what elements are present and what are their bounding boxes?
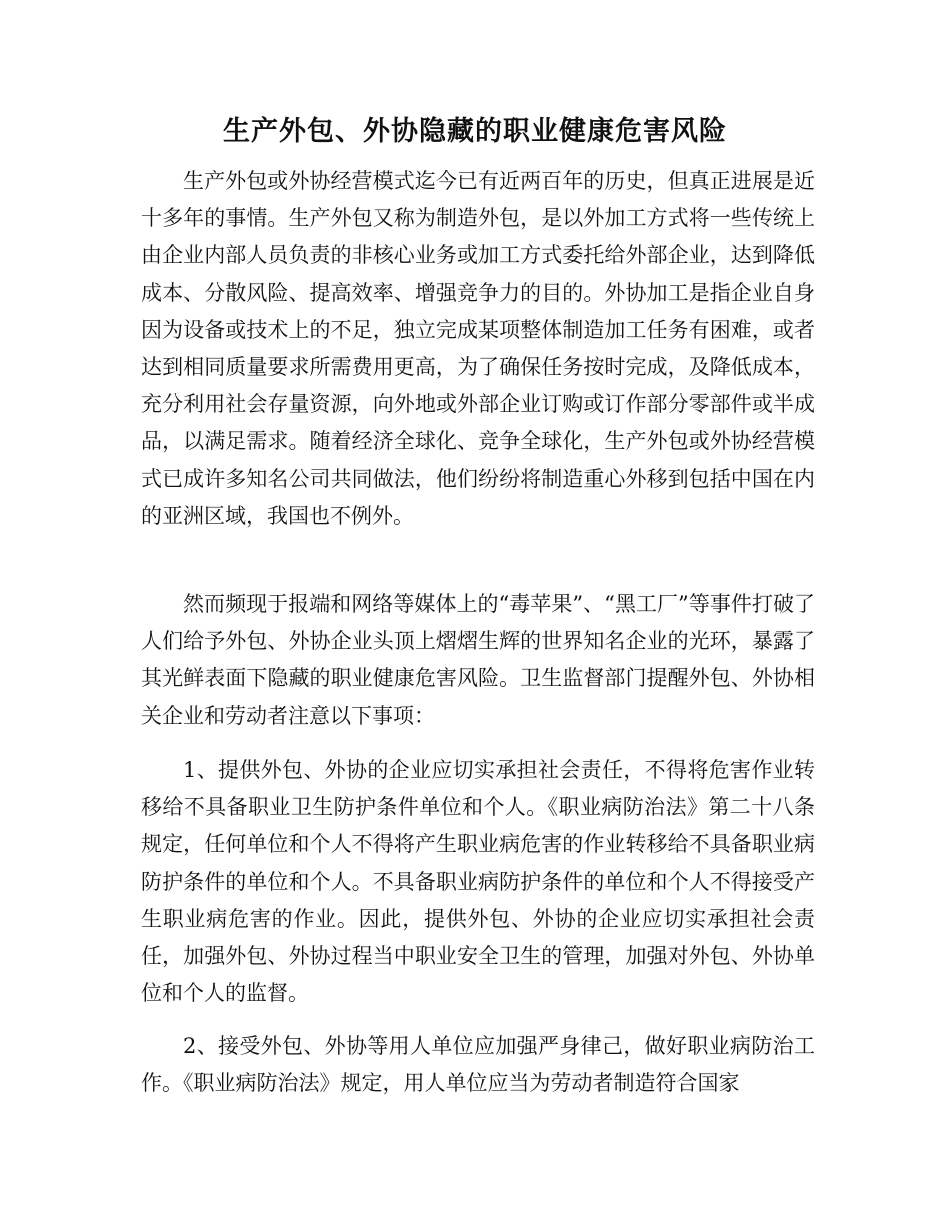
paragraph-risk: 然而频现于报端和网络等媒体上的“毒苹果”、“黑工厂”等事件打破了人们给予外包、外协企业头顶上熠熠生辉的世界知名企业的光环，暴露了其光鲜表面下隐藏的职业健康危害风险。卫生监督部门提醒外包、外协相关企业和劳动者注意以下事项： xyxy=(141,592,815,728)
paragraph-item-2: 2、接受外包、外协等用人单位应加强严身律己，做好职业病防治工作。《职业病防治法》规定，用人单位应当为劳动者制造符合国家 xyxy=(141,1034,815,1096)
paragraph-item-1: 1、提供外包、外协的企业应切实承担社会责任，不得将危害作业转移给不具备职业卫生防护条件单位和个人。《职业病防治法》第二十八条规定，任何单位和个人不得将产生职业病危害的作业转移给不具备职业病防护条件的单位和个人。不具备职业病防护条件的单位和个人不得接受产生职业病危害的作业。因此，提供外包、外协的企业应切实承担社会责任，加强外包、外协过程当中职业安全卫生的管理，加强对外包、外协单位和个人的监督。 xyxy=(141,758,815,1006)
paragraph-intro: 生产外包或外协经营模式迄今已有近两百年的历史，但真正进展是近十多年的事情。生产外包又称为制造外包，是以外加工方式将一些传统上由企业内部人员负责的非核心业务或加工方式委托给外部企业，达到降低成本、分散风险、提高效率、增强竞争力的目的。外协加工是指企业自身因为设备或技术上的不足，独立完成某项整体制造加工任务有困难，或者达到相同质量要求所需费用更高，为了确保任务按时完成，及降低成本，充分利用社会存量资源，向外地或外部企业订购或订作部分零部件或半成品，以满足需求。随着经济全球化、竞争全球化，生产外包或外协经营模式已成许多知名公司共同做法，他们纷纷将制造重心外移到包括中国在内的亚洲区域，我国也不例外。 xyxy=(141,169,815,528)
document-title: 生产外包、外协隐藏的职业健康危害风险 xyxy=(223,116,727,147)
